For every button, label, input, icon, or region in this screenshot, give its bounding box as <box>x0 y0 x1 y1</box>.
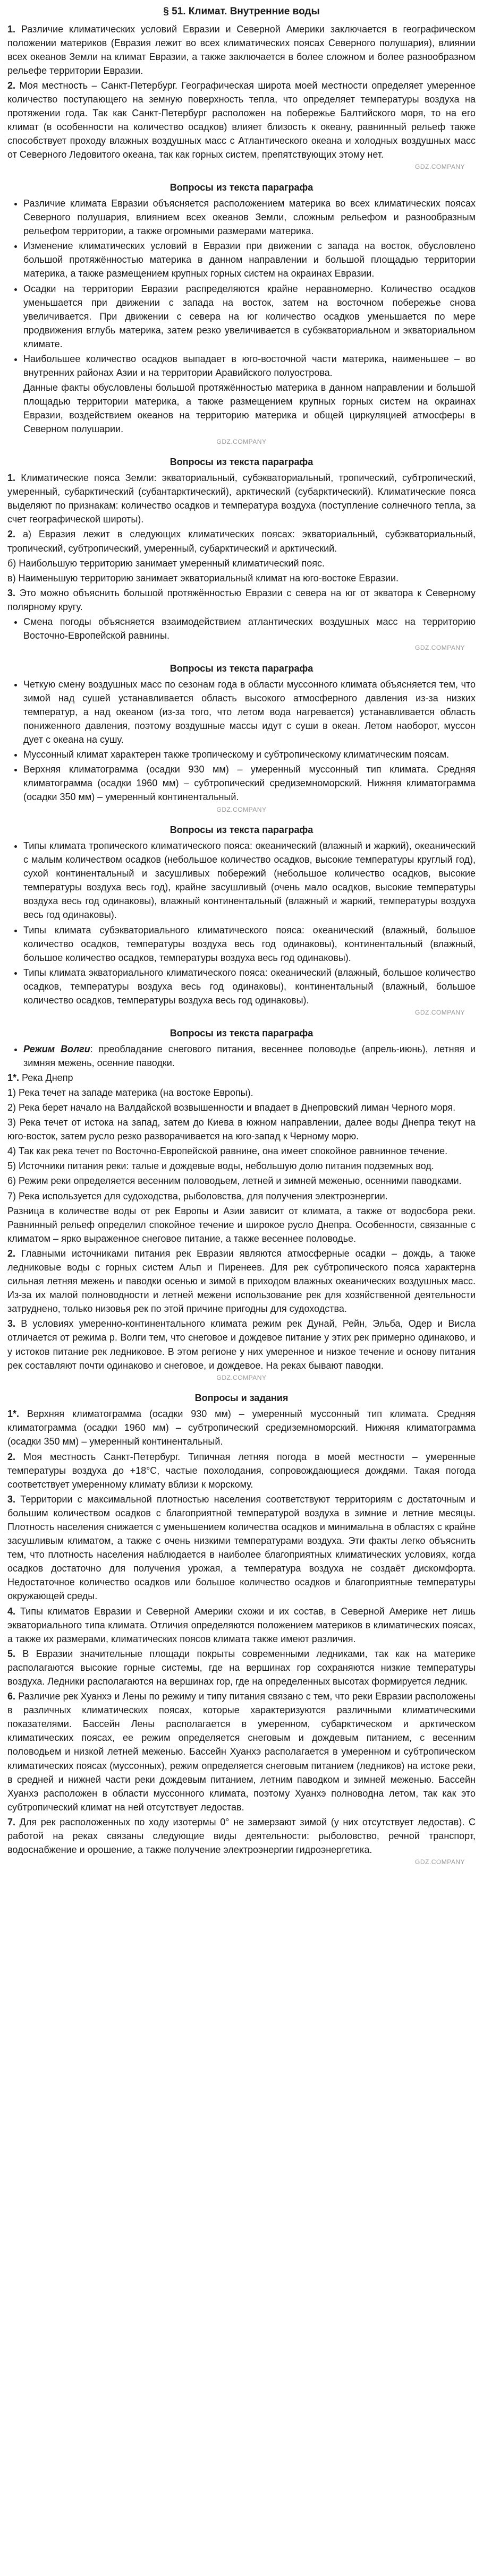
answer-line: 1) Река течет на западе материка (на востоке Европы). <box>7 1087 253 1098</box>
answer-2: 2. Моя местность – Санкт-Петербург. Географическая широта моей местности определяет умеренное количество поступающего на земную поверхность тепла, что определяет температуры воздуха на протяжении года. Так как Санкт-Петербург расположен на побережье Балтийского моря, то на его климат (в особенности на количество осадков) влияет близость к океану, равнинный рельеф также способствует проходу влажных воздушных масс с Атлантического океана и холодных воздушных масс от Северного Ледовитого океана, так как горных систем, препятствующих этому нет. <box>7 80 476 160</box>
list-item: • Типы климата тропического климатического пояса: океанический (влажный и жаркий), океанический с малым количеством осадков (небольшое количество осадков, высокие температуры круглый год), сухой континентальный и засушливых побережий (небольшое количество осадков, высокие температуры воздуха весь год), крайне засушливый (очень мало осадков, высокие температуры воздуха весь год одинаковы), влажный континентальный (влажный и жаркий, температуры воздуха весь год одинаковы). <box>23 839 476 922</box>
section-5-list <box>7 1042 476 1070</box>
watermark: GDZ.COMPANY <box>415 644 465 652</box>
section-2-list <box>7 615 476 642</box>
answer-line: 6. Различие рек Хуанхэ и Лены по режиму и типу питания связано с тем, что реки Евразии расположены в различных климатических поясах, которые характеризуются различными климатическими показателями. Бассейн Лены располагается в умеренном, субарктическом и арктическом климатических поясах, ее режим определяется снеговым и дождевым питанием, с весенним половодьем и низкой летней меженью. Бассейн Хуанхэ располагается в умеренном и субтропическом климатических поясах (муссонных), режим определяется снеговым питанием (ледников) на истоке реки, в средней и нижней части реки дождевым питанием, летним паводком и зимней меженью. Бассейн Хуанхэ расположен в области муссонного климата, поэтому Хуанхэ полноводна летом, так как это субтропический климат на ней отсутствует ледостав. <box>7 1691 476 1813</box>
answer-line: в) Наименьшую территорию занимает экваториальный климат на юго-востоке Евразии. <box>7 572 399 583</box>
watermark: GDZ.COMPANY <box>415 163 465 171</box>
answer-line: 1*. Река Днепр <box>7 1072 73 1083</box>
section-4-list <box>7 839 476 1007</box>
watermark: GDZ.COMPANY <box>216 1373 267 1381</box>
section-3-list <box>7 677 476 804</box>
list-item: • Типы климата экваториального климатического пояса: океанический (влажный, большое количество осадков, температуры воздуха весь год одинаковы), континентальный (влажный, большое количество осадков, температуры воздуха весь год одинаковы). <box>23 966 476 1007</box>
answer-line: 1. Климатические пояса Земли: экваториальный, субэкваториальный, тропический, субтропический, умеренный, субарктический (субантарктический), арктический (субарктический). Климатические пояса выделяют по признакам: количество осадков и температура воздуха (поступление солнечного тепла, за счет географической широты). <box>7 473 476 525</box>
watermark: GDZ.COMPANY <box>415 1858 465 1866</box>
answer-line: 3. В условиях умеренно-континентального климата режим рек Дунай, Рейн, Эльба, Одер и Висла отличается от режима р. Волги тем, что снеговое и дождевое питание у этих рек примерно одинаково, и у истоков питание рек ледниковое. В этом регионе у них умеренное и низкое течение и основу питания рек составляют почти одинаково и снеговое, и дождевое. На реках бывают паводки. <box>7 1318 476 1371</box>
answer-line: 2) Река берет начало на Валдайской возвышенности и впадает в Днепровский лиман Черного моря. <box>7 1102 456 1113</box>
answer-line: 5) Источники питания реки: талые и дождевые воды, небольшую долю питания подземных вод. <box>7 1161 434 1172</box>
answer-line: 5. В Евразии значительные площади покрыты современными ледниками, так как на материке располагаются высокие горные системы, где на вершинах гор сохраняются низкие температуры воздуха. Ледники располагаются на вершинах гор, где на определенных высотах формируется ледник. <box>7 1648 476 1687</box>
list-item: • Смена погоды объясняется взаимодействием атлантических воздушных масс на территорию Восточно-Европейской равнины. <box>23 615 476 642</box>
section-1-conclusion: Данные факты обусловлены большой протяжённостью материка в данном направлении и большой площадью территории материка, а также размещением крупных горных систем на окраинах Евразии, воздействием океанов на территорию материка и общей циркуляцией атмосферы в Северном полушарии. <box>23 382 476 435</box>
list-item: • Четкую смену воздушных масс по сезонам года в области муссонного климата объясняется тем, что зимой над сушей устанавливается область высокого атмосферного давления из-за низких температур, а над океаном (из-за того, что летом вода нагревается) устанавливается область пониженного давления, поэтому воздушные массы идут с суши в океан. Летом наоборот, муссон дует с океана на сушу. <box>23 677 476 746</box>
answer-line: 1*. Верхняя климатограмма (осадки 930 мм) – умеренный муссонный тип климата. Средняя климатограмма (осадки 1960 мм) – субтропический средиземноморский. Нижняя климатограмма (осадки 350 мм) – умеренный континентальный. <box>7 1409 476 1447</box>
answer-line: 3. Это можно объяснить большой протяжённостью Евразии с севера на юг от экватора к Северному полярному кругу. <box>7 587 476 612</box>
list-item: • Муссонный климат характерен также тропическому и субтропическому климатическим поясам. <box>23 748 476 761</box>
watermark: GDZ.COMPANY <box>216 437 267 445</box>
list-item: • Верхняя климатограмма (осадки 930 мм) – умеренный муссонный тип климата. Средняя климатограмма (осадки 1960 мм) – субтропический средиземноморский. Нижняя климатограмма (осадки 350 мм) – умеренный континентальный. <box>23 762 476 804</box>
answer-line: 7) Река используется для судоходства, рыболовства, для получения электроэнергии. <box>7 1190 388 1201</box>
section-title-5: Вопросы из текста параграфа <box>170 1027 313 1038</box>
page-title: § 51. Климат. Внутренние воды <box>163 6 320 17</box>
answer-line: 2. Главными источниками питания рек Евразии являются атмосферные осадки – дождь, а также ледниковые воды с горных систем Альп и Пиренеев. Для рек субтропического пояса характерна сильная летняя межень и паводки осенью и зимой в приходом влажных океанических воздушных масс. Из-за их малой полноводности и летней межени использование рек для хозяйственной деятельности затруднено, только низовья рек по этой причине пригодны для судоходства. <box>7 1248 476 1315</box>
answer-line: б) Наибольшую территорию занимает умеренный климатический пояс. <box>7 557 325 569</box>
answer-1: 1. Различие климатических условий Евразии и Северной Америки заключается в географическом положении материков (Евразия лежит во всех климатических поясах Северного полушария), влиянии всех океанов Земли на климат Евразии, а также заключается в более сложном и более разнообразном рельефе территории Евразии. <box>7 23 476 76</box>
list-item: • Осадки на территории Евразии распределяются крайне неравномерно. Количество осадков уменьшается при движении с запада на восток, затем на восточном побережье снова увеличивается. При движении с севера на юг количество осадков уменьшается по мере продвижения вглубь материка, затем резко увеличивается в субэкваториальном и экваториальном климате. <box>23 282 476 351</box>
answer-line: 3) Река течет от истока на запад, затем до Киева в южном направлении, далее воды Днепра текут на юго-восток, затем русло резко разворачивается на юго-запад к Черному морю. <box>7 1117 476 1142</box>
watermark: GDZ.COMPANY <box>216 805 267 813</box>
answer-line: 6) Режим реки определяется весенним половодьем, летней и зимней меженью, осенними паводками. <box>7 1175 462 1187</box>
section-title-6: Вопросы и задания <box>194 1393 289 1404</box>
section-title-2: Вопросы из текста параграфа <box>170 456 313 467</box>
answer-line: 2. Моя местность Санкт-Петербург. Типичная летняя погода в моей местности – умеренные температуры воздуха до +18°С, частые похолодания, сопровождающиеся дождями. Такая погода соответствует умеренному климату вблизи к морскому. <box>7 1451 476 1490</box>
watermark: GDZ.COMPANY <box>415 1009 465 1017</box>
list-item: • Режим Волги: преобладание снегового питания, весеннее половодье (апрель-июнь), летняя и зимняя межень, осенние паводки. <box>23 1042 476 1070</box>
section-title-4: Вопросы из текста параграфа <box>170 824 313 835</box>
list-item: • Различие климата Евразии объясняется расположением материка во всех климатических поясах Северного полушария, влиянием всех океанов Земли, сложным рельефом и разнообразным рельефом территории, а также огромными размерами материка. <box>23 196 476 238</box>
answer-line: 2. а) Евразия лежит в следующих климатических поясах: экваториальный, субэкваториальный, тропический, субтропический, умеренный, субарктический и арктический. <box>7 529 476 554</box>
answer-line: 4. Типы климатов Евразии и Северной Америки схожи и их состав, в Северной Америке нет лишь экваториального типа климата. Отличия определяются положением материков в климатических поясах, а также их размерами, климатических поясов климата также имеют различия. <box>7 1605 476 1644</box>
section-title-3: Вопросы из текста параграфа <box>170 663 313 674</box>
answer-line: 7. Для рек расположенных по ходу изотермы 0° не замерзают зимой (у них отсутствует ледостав). С работой на реках связаны следующие виды деятельности: рыболовство, речной транспорт, водоснабжение и орошение, а также получение электроэнергии гидроэнергетика. <box>7 1816 476 1856</box>
answer-line: 3. Территории с максимальной плотностью населения соответствуют территориям с достаточным и большим количеством осадков с благоприятной температурой воздуха в зимние и летние месяцы. Плотность населения снижается с уменьшением количества осадков и минимальна в областях с крайне засушливым климатом, а также с очень низкими температурами воздуха. Эти факты легко объяснить тем, что плотность населения наблюдается в наиболее благоприятных климатических условиях, когда осадков достаточно для получения урожая, а температура воздуха не создаёт дискомфорта. Недостаточное количество осадков или большое количество осадков и благоприятные температуры окружающей среды. <box>7 1493 476 1602</box>
list-item: • Изменение климатических условий в Евразии при движении с запада на восток, обусловлено большой протяжённостью материка в данном направлении и большой площадью территории материка, а также размещением крупных горных систем на окраинах Евразии. <box>23 239 476 280</box>
answer-line: 4) Так как река течет по Восточно-Европейской равнине, она имеет спокойное равнинное течение. <box>7 1146 448 1157</box>
section-1-list <box>7 196 476 380</box>
list-item: • Наибольшее количество осадков выпадает в юго-восточной части материка, наименьшее – во внутренних районах Азии и на территории Аравийского полуострова. <box>23 352 476 380</box>
section-title-1: Вопросы из текста параграфа <box>170 182 313 193</box>
list-item: • Типы климата субэкваториального климатического пояса: океанический (влажный, большое количество осадков, температуры воздуха весь год одинаковы), континентальный (влажный, большое количество осадков, температуры воздуха весь год одинаковы). <box>23 923 476 965</box>
answer-line: Разница в количестве воды от рек Европы и Азии зависит от климата, а также от водосбора реки. Равнинный рельеф определил спокойное течение и широкое русло Днепра. Особенности, связанные с климатом – ярко выраженное снеговое питание, а также весеннее половодье. <box>7 1205 476 1244</box>
